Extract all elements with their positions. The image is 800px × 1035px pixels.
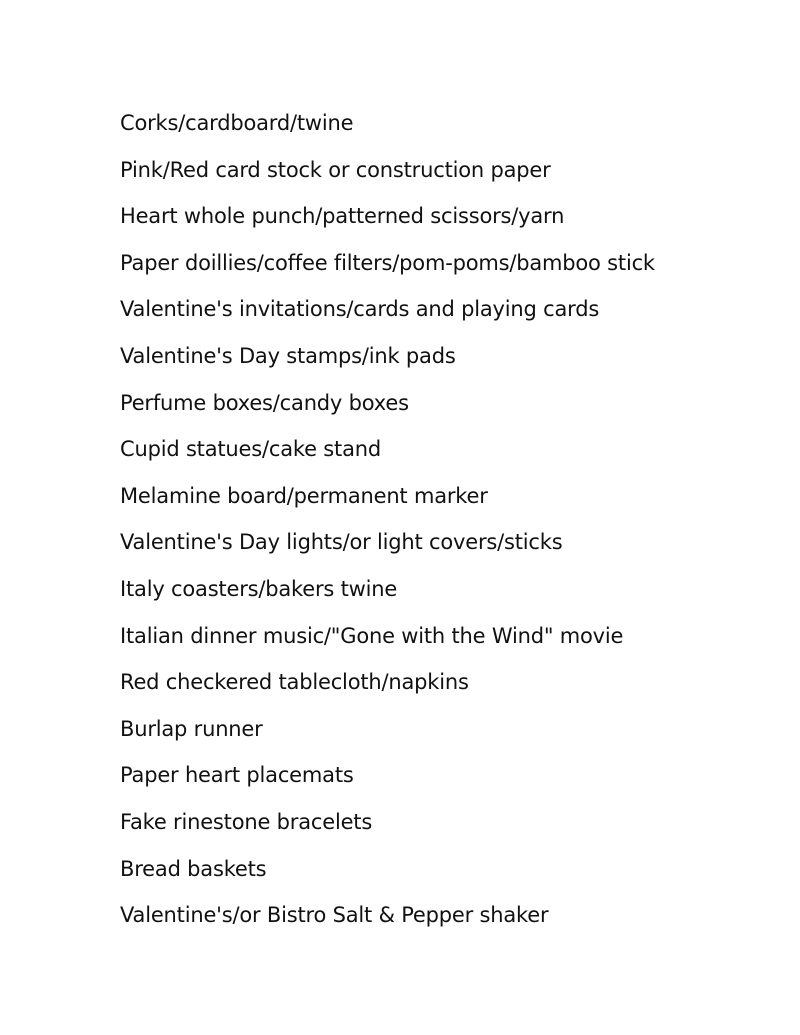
list-item: Burlap runner bbox=[120, 716, 263, 741]
list-item: Valentine's invitations/cards and playing cards bbox=[120, 297, 600, 322]
list-item: Valentine's Day lights/or light covers/sticks bbox=[120, 530, 563, 555]
list-item: Pink/Red card stock or construction paper bbox=[120, 157, 551, 182]
list-item: Bread baskets bbox=[120, 856, 267, 881]
list-item: Melamine board/permanent marker bbox=[120, 483, 488, 508]
list-item: Italian dinner music/"Gone with the Wind" movie bbox=[120, 623, 624, 648]
list-item: Perfume boxes/candy boxes bbox=[120, 390, 409, 415]
list-item: Cupid statues/cake stand bbox=[120, 437, 381, 462]
list-item: Valentine's/or Bistro Salt & Pepper shaker bbox=[120, 903, 549, 928]
list-item: Valentine's Day stamps/ink pads bbox=[120, 343, 456, 368]
list-item: Red checkered tablecloth/napkins bbox=[120, 670, 469, 695]
list-item: Paper doillies/coffee filters/pom-poms/bamboo stick bbox=[120, 250, 655, 275]
list-item: Heart whole punch/patterned scissors/yarn bbox=[120, 204, 565, 229]
list-item: Corks/cardboard/twine bbox=[120, 111, 354, 135]
list-item: Paper heart placemats bbox=[120, 763, 354, 788]
list-item: Italy coasters/bakers twine bbox=[120, 576, 398, 601]
list-item: Fake rinestone bracelets bbox=[120, 809, 373, 834]
supply-list bbox=[120, 106, 655, 945]
